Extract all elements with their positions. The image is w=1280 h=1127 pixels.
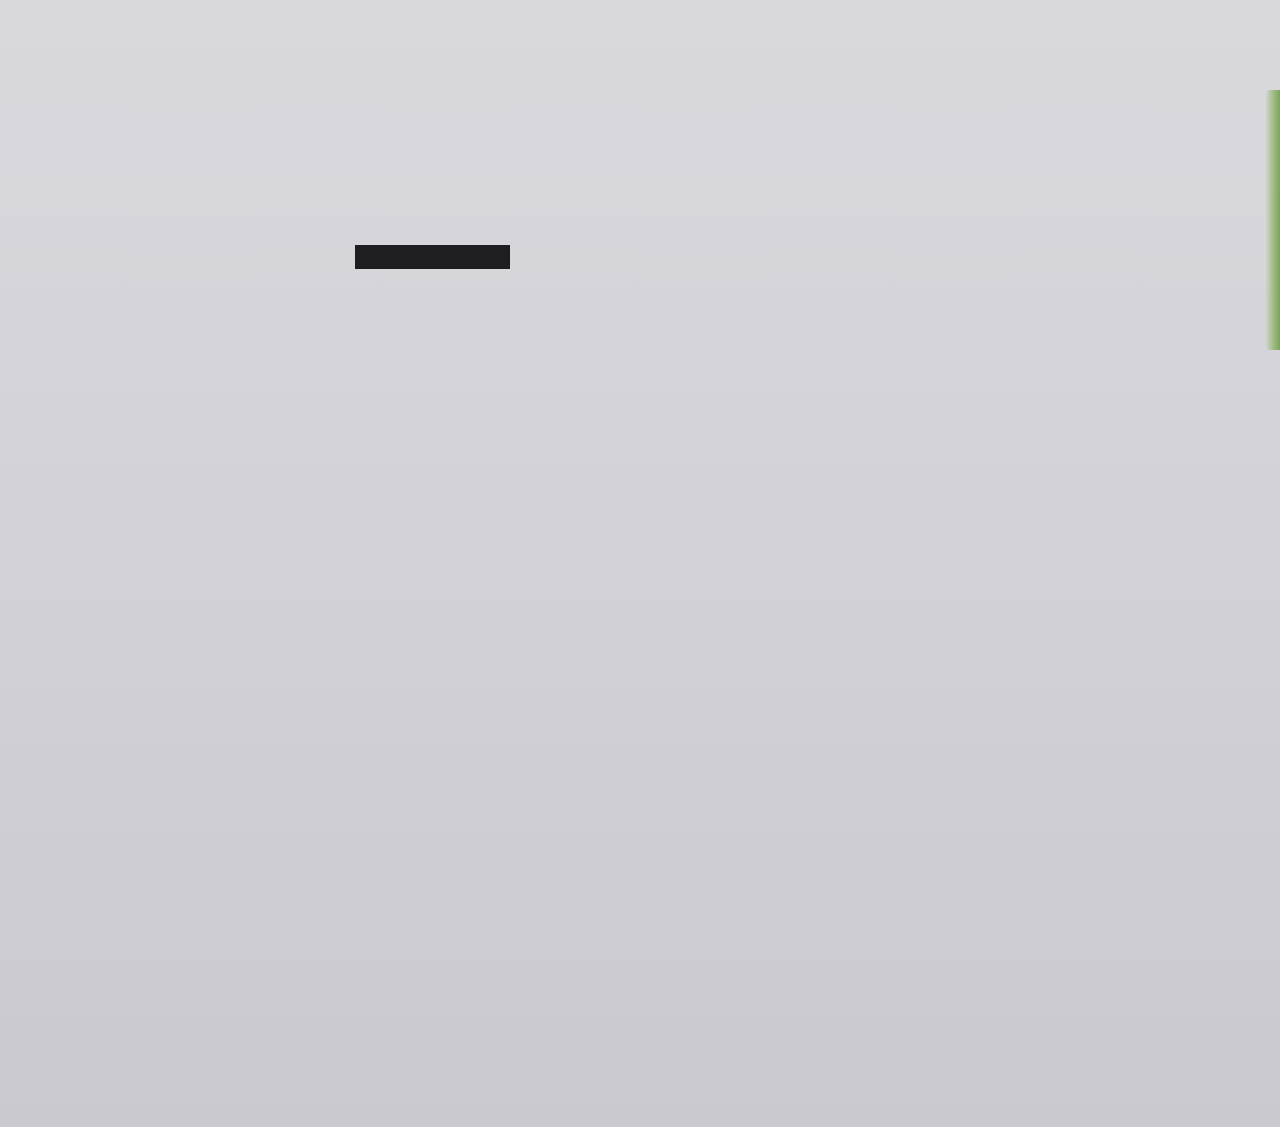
- protein-comment: [920, 236, 1170, 422]
- flagged-result-highlight: [355, 245, 510, 269]
- cut-off-text: [80, 1106, 1180, 1127]
- folder-edge: [1266, 90, 1280, 350]
